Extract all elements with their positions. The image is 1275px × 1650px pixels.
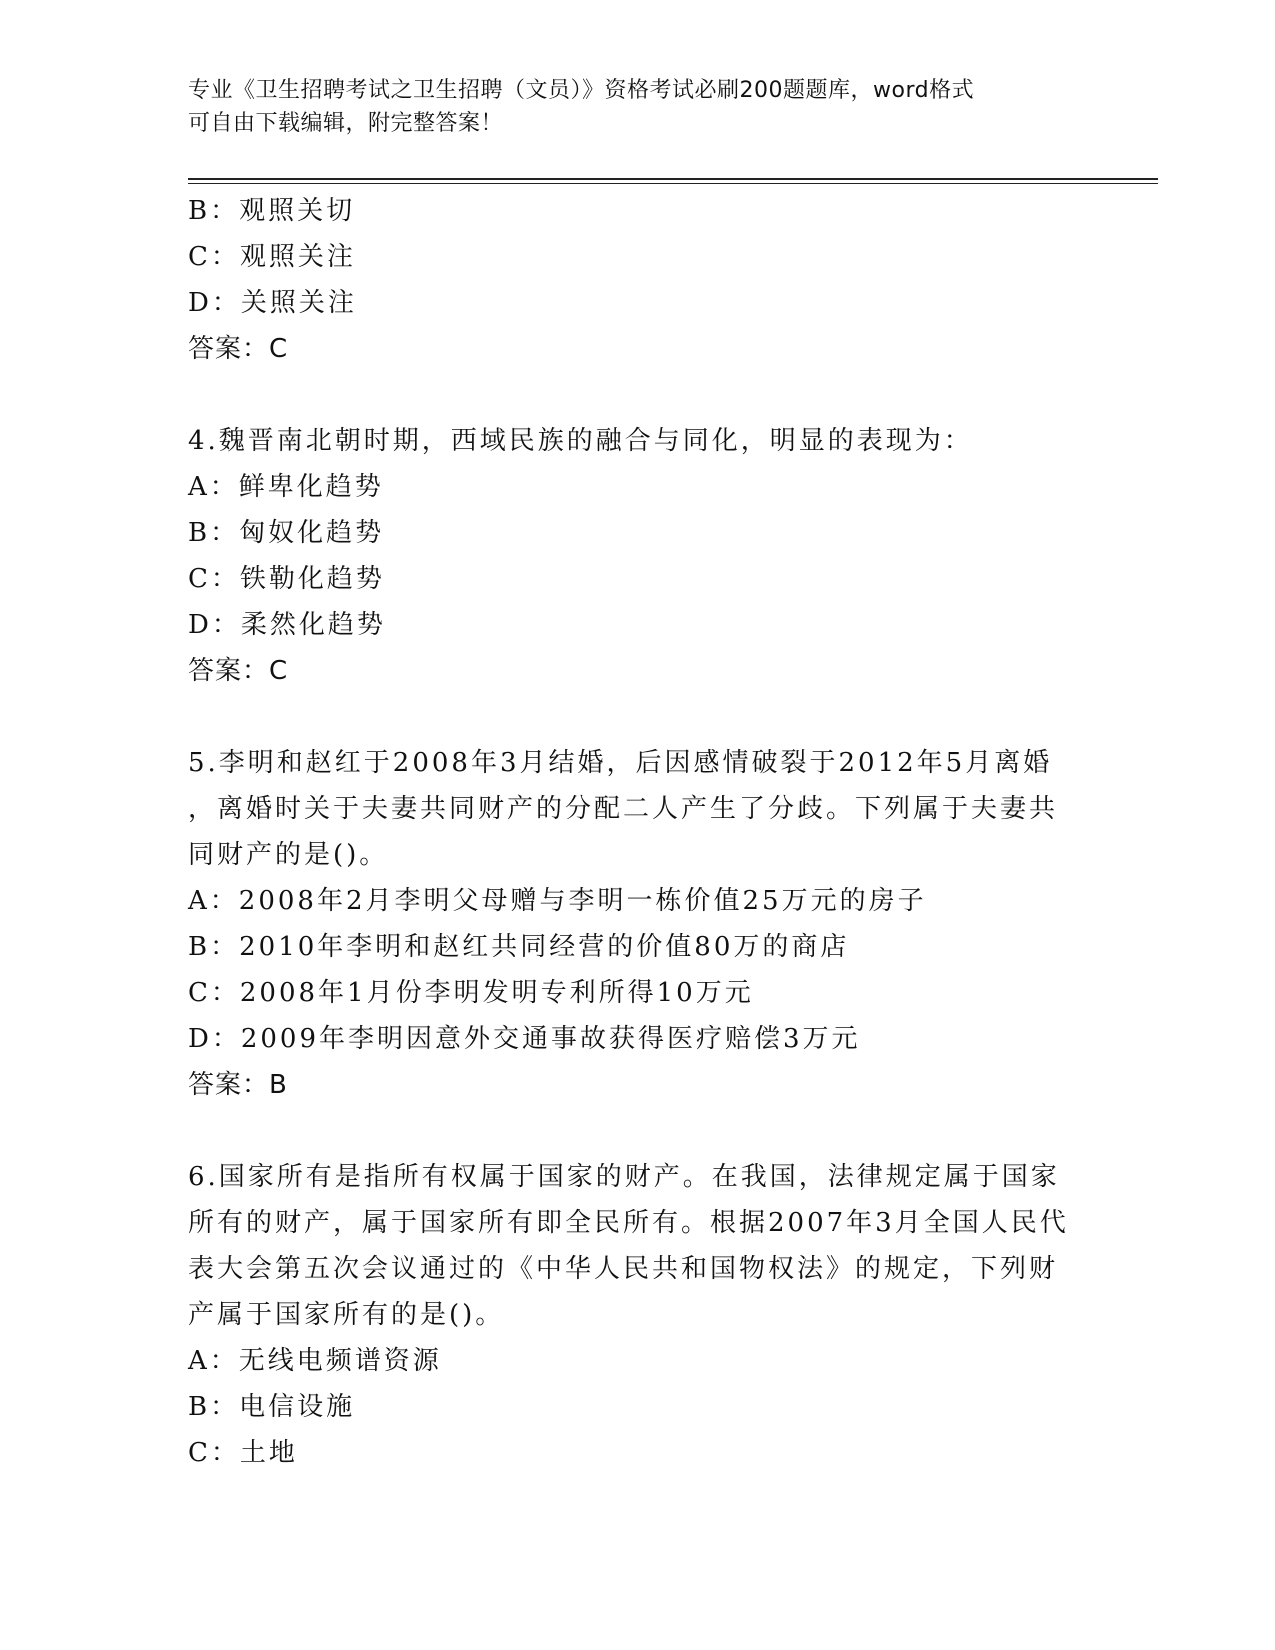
- option-b: B：2010年李明和赵红共同经营的价值80万的商店: [188, 932, 850, 962]
- answer: 答案：C: [188, 656, 289, 686]
- spacer: [188, 694, 1088, 740]
- option-c: C：2008年1月份李明发明专利所得10万元: [188, 978, 754, 1008]
- option-a: A：2008年2月李明父母赠与李明一栋价值25万元的房子: [188, 886, 927, 916]
- question-stem-line-3: 同财产的是()。: [188, 840, 389, 870]
- spacer: [188, 1108, 1088, 1154]
- question-stem-line-1: 5.李明和赵红于2008年3月结婚，后因感情破裂于2012年5月离婚: [188, 748, 1053, 778]
- question-4: [188, 418, 1088, 694]
- question-stem-line-4: 产属于国家所有的是()。: [188, 1300, 505, 1330]
- question-stem-line-1: 6.国家所有是指所有权属于国家的财产。在我国，法律规定属于国家: [188, 1162, 1060, 1192]
- header-line-2: 可自由下载编辑，附完整答案！: [188, 111, 504, 136]
- option-c: C：铁勒化趋势: [188, 564, 385, 594]
- question-stem: 4.魏晋南北朝时期，西域民族的融合与同化，明显的表现为：: [188, 426, 973, 456]
- page-header: [188, 74, 1088, 140]
- question-stem-line-2: 所有的财产，属于国家所有即全民所有。根据2007年3月全国人民代: [188, 1208, 1069, 1238]
- option-c: C：观照关注: [188, 242, 356, 272]
- option-a: A：鲜卑化趋势: [188, 472, 384, 502]
- option-d: D：柔然化趋势: [188, 610, 386, 640]
- option-d: D：2009年李明因意外交通事故获得医疗赔偿3万元: [188, 1024, 861, 1054]
- question-stem-line-3: 表大会第五次会议通过的《中华人民共和国物权法》的规定，下列财: [188, 1254, 1059, 1284]
- question-stem-line-2: ，离婚时关于夫妻共同财产的分配二人产生了分歧。下列属于夫妻共: [188, 794, 1059, 824]
- question-6: [188, 1154, 1088, 1476]
- option-a: A：无线电频谱资源: [188, 1346, 442, 1376]
- option-b: B：观照关切: [188, 196, 356, 226]
- header-divider: [188, 178, 1158, 184]
- option-c: C：土地: [188, 1438, 298, 1468]
- spacer: [188, 372, 1088, 418]
- answer: 答案：C: [188, 334, 289, 364]
- question-5: [188, 740, 1088, 1108]
- question-3: [188, 188, 1088, 372]
- document-body: [188, 188, 1088, 1476]
- answer: 答案：B: [188, 1070, 288, 1100]
- option-b: B：匈奴化趋势: [188, 518, 385, 548]
- option-b: B：电信设施: [188, 1392, 356, 1422]
- option-d: D：关照关注: [188, 288, 357, 318]
- header-line-1: 专业《卫生招聘考试之卫生招聘（文员）》资格考试必刷200题题库，word格式: [188, 78, 975, 103]
